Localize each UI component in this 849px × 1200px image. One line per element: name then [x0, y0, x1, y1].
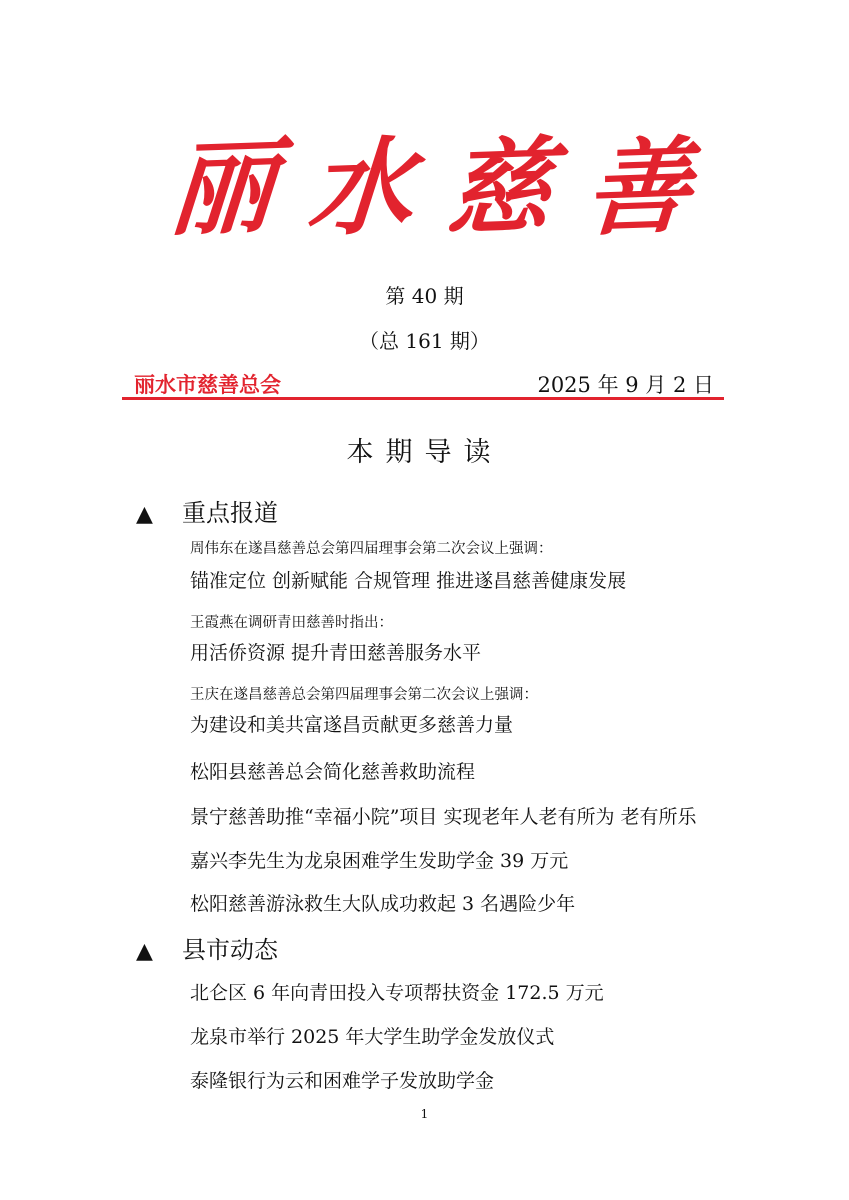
masthead-char: 水: [304, 124, 418, 251]
list-item: 北仑区 6 年向青田投入专项帮扶资金 172.5 万元: [190, 982, 604, 1004]
list-item: 泰隆银行为云和困难学子发放助学金: [190, 1070, 495, 1092]
masthead-char: 丽: [165, 124, 279, 251]
section-heading: [136, 930, 278, 965]
masthead-char: 善: [581, 124, 695, 251]
issue-total: （总 161 期）: [359, 329, 490, 353]
publisher-line: [122, 367, 724, 397]
list-item: 景宁慈善助推“幸福小院”项目 实现老年人老有所为 老有所乐: [190, 806, 697, 828]
issue-number: 第 40 期: [385, 284, 464, 308]
guide-title: 本期导读: [346, 437, 503, 468]
list-item: 用活侨资源 提升青田慈善服务水平: [190, 642, 482, 664]
red-divider: [122, 397, 724, 400]
list-item: 龙泉市举行 2025 年大学生助学金发放仪式: [190, 1026, 555, 1048]
list-item: 嘉兴李先生为龙泉困难学生发助学金 39 万元: [190, 850, 569, 872]
list-item: 松阳慈善游泳救生大队成功救起 3 名遇险少年: [190, 893, 576, 915]
masthead-logo: [165, 118, 695, 258]
section-heading: [136, 493, 278, 528]
list-item: 王庆在遂昌慈善总会第四届理事会第二次会议上强调：: [190, 687, 538, 703]
page-number: 1: [420, 1107, 429, 1121]
triangle-icon: ▲: [136, 502, 153, 527]
masthead-char: 慈: [442, 124, 556, 251]
publish-date: 2025 年 9 月 2 日: [537, 373, 714, 397]
list-item: 松阳县慈善总会简化慈善救助流程: [190, 761, 476, 783]
publisher-name: 丽水市慈善总会: [134, 373, 281, 397]
triangle-icon: ▲: [136, 939, 153, 964]
list-item: 为建设和美共富遂昌贡献更多慈善力量: [190, 714, 514, 736]
list-item: 锚准定位 创新赋能 合规管理 推进遂昌慈善健康发展: [190, 570, 627, 592]
list-item: 王霞燕在调研青田慈善时指出：: [190, 615, 393, 631]
section-title: 县市动态: [182, 936, 278, 964]
list-item: 周伟东在遂昌慈善总会第四届理事会第二次会议上强调：: [190, 541, 553, 557]
section-title: 重点报道: [182, 499, 278, 527]
